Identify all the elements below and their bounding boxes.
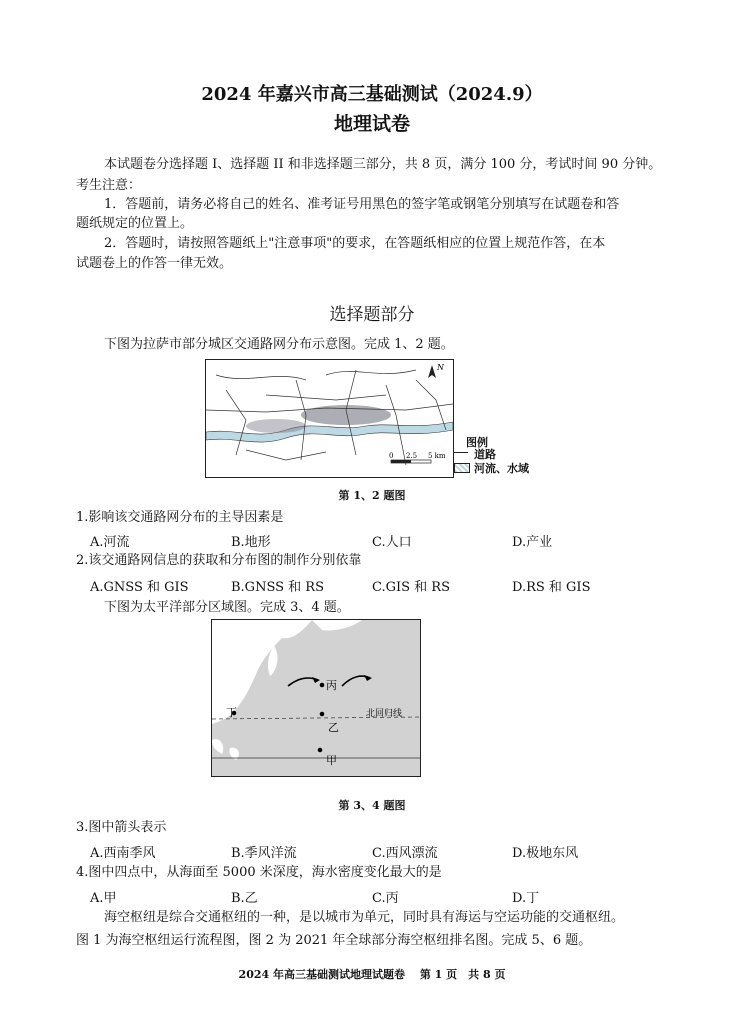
- legend-title: 图例: [466, 436, 488, 449]
- scale-mid: 2.5: [406, 452, 418, 460]
- north-arrow-icon: [428, 365, 436, 378]
- section-title: 选择题部分: [329, 305, 415, 325]
- scale-0: 0: [389, 452, 394, 460]
- closing-line-2: 图 1 为海空枢纽运行流程图，图 2 为 2021 年全球部分海空枢纽排名图。完成 5、6 题。: [76, 933, 592, 948]
- fig1-intro: 下图为拉萨市部分城区交通路网分布示意图。完成 1、2 题。: [104, 337, 454, 352]
- q4-option-b[interactable]: B.乙: [231, 891, 258, 906]
- q1-option-a[interactable]: A.河流: [90, 535, 130, 550]
- arrow-head-2-icon: [364, 675, 372, 681]
- q3-option-d[interactable]: D.极地东风: [512, 846, 579, 861]
- label-tropic: 北回归线: [366, 709, 403, 719]
- notice-label: 考生注意：: [76, 178, 142, 193]
- q4-option-c[interactable]: C.丙: [372, 891, 399, 906]
- urban-core: [301, 405, 391, 425]
- q2-option-d[interactable]: D.RS 和 GIS: [512, 580, 591, 595]
- point-yi: [320, 712, 325, 717]
- legend-road-label: 道路: [474, 448, 496, 461]
- closing-line-1: 海空枢纽是综合交通枢纽的一种，是以城市为单元，同时具有海运与空运功能的交通枢纽。: [104, 910, 625, 925]
- q3-option-a[interactable]: A.西南季风: [90, 846, 156, 861]
- q4-option-a[interactable]: A.甲: [90, 891, 117, 906]
- arctic-coast: [312, 620, 362, 631]
- notice-item-1-line1: 1．答题前，请务必将自己的姓名、准考证号用黑色的签字笔或钢笔分别填写在试题卷和答: [104, 197, 620, 212]
- q1-option-b[interactable]: B.地形: [231, 535, 271, 550]
- notice-item-2-line1: 2．答题时，请按照答题纸上"注意事项"的要求，在答题纸相应的位置上规范作答，在本: [104, 236, 606, 251]
- q1-option-c[interactable]: C.人口: [372, 535, 412, 550]
- instructions-intro: 本试题卷分选择题 I、选择题 II 和非选择题三部分，共 8 页，满分 100 分，考试时间 90 分钟。: [104, 157, 662, 172]
- urban-west: [246, 419, 306, 433]
- legend-road-symbol: [454, 452, 468, 453]
- legend-river-label: 河流、水域: [474, 462, 529, 475]
- label-bing: 丙: [326, 679, 337, 692]
- notice-item-1-line2: 题纸规定的位置上。: [76, 216, 194, 231]
- label-ding: 丁: [226, 706, 237, 719]
- philippines-islands: [212, 739, 223, 754]
- point-bing: [320, 683, 325, 688]
- fig2-caption: 第 3、4 题图: [338, 799, 406, 812]
- q2-stem: 2.该交通路网信息的获取和分布图的制作分别依靠: [76, 553, 362, 568]
- scale-bar-fill: [391, 460, 411, 463]
- q2-option-b[interactable]: B.GNSS 和 RS: [231, 580, 324, 595]
- q3-stem: 3.图中箭头表示: [76, 820, 167, 835]
- fig2-intro: 下图为太平洋部分区域图。完成 3、4 题。: [104, 600, 350, 615]
- river-shape: [206, 422, 453, 442]
- q2-option-c[interactable]: C.GIS 和 RS: [372, 580, 451, 595]
- exam-subtitle: 地理试卷: [333, 113, 410, 135]
- q3-option-c[interactable]: C.西风漂流: [372, 846, 438, 861]
- scale-end: 5 km: [428, 452, 446, 460]
- exam-title: 2024 年嘉兴市高三基础测试（2024.9）: [201, 84, 543, 105]
- label-jia: 甲: [326, 754, 337, 767]
- label-yi: 乙: [328, 721, 339, 734]
- pacific-map: [211, 619, 421, 777]
- lhasa-road-map-svg: [206, 360, 453, 477]
- fig1-caption: 第 1、2 题图: [338, 489, 406, 502]
- lhasa-road-map: [205, 359, 454, 478]
- north-label: N: [437, 363, 444, 372]
- q1-option-d[interactable]: D.产业: [512, 535, 553, 550]
- page-footer: 2024 年高三基础测试地理试题卷 第 1 页 共 8 页: [238, 968, 506, 981]
- q4-stem: 4.图中四点中，从海面至 5000 米深度，海水密度变化最大的是: [76, 865, 442, 880]
- q2-option-a[interactable]: A.GNSS 和 GIS: [90, 580, 189, 595]
- pacific-map-svg: [212, 620, 420, 776]
- legend-river-symbol: [454, 463, 470, 473]
- notice-item-2-line2: 试题卷上的作答一律无效。: [76, 256, 233, 271]
- q3-option-b[interactable]: B.季风洋流: [231, 846, 297, 861]
- point-jia: [318, 748, 323, 753]
- arrow-head-1-icon: [312, 677, 320, 683]
- q4-option-d[interactable]: D.丁: [512, 891, 540, 906]
- q1-stem: 1.影响该交通路网分布的主导因素是: [76, 510, 284, 525]
